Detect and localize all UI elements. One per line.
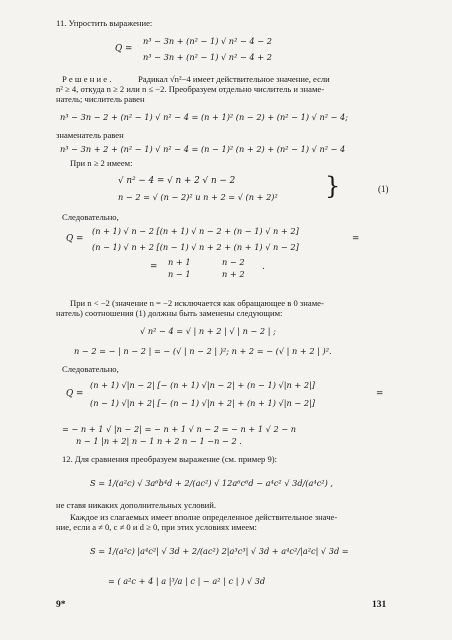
denominator-equation: n³ − 3n + 2 + (n² − 1) √ n² − 4 = (n − 1)² (n + 2) + (n² − 1) √ n² − 4 [60,144,346,154]
system-eq-1: √ n² − 4 = √ n + 2 √ n − 2 [118,176,236,186]
q2-lhs: = [150,262,158,272]
q4-line: = − n + 1 √ |n − 2| = − n + 1 √ n − 2 = − n + 1 √ 2 − n [62,424,297,434]
hence-label-1: Следовательно, [62,212,119,222]
system-eq-2: n − 2 = √ (n − 2)² и n + 2 = √ (n + 2)² [118,192,278,202]
equation-number-1: (1) [378,184,389,194]
q1-equals: = [352,234,360,244]
q-expression-numerator: n³ − 3n + (n² − 1) √ n² − 4 − 2 [143,36,272,46]
s-condition-line-2: ние, если a ≠ 0, c ≠ 0 и d ≥ 0, при этих условиях имеем: [56,522,257,532]
q2-radicand-num: n − 2 [222,257,245,267]
q3-numerator: (n + 1) √|n − 2| [− (n + 1) √|n − 2| + (n − 1) √|n + 2|] [90,380,315,390]
s-note: не ставя никаких дополнительных условий. [56,500,217,510]
q1-lhs: Q = [66,234,84,244]
s-condition-line-1: Каждое из слагаемых имеет вполне определенное действительное значе- [70,512,338,522]
problem-12-heading: 12. Для сравнения преобразуем выражение (см. пример 9): [62,454,278,464]
signature-mark: 9* [56,600,66,610]
q4-denominators: n − 1 |n + 2| n − 1 n + 2 n − 1 −n − 2 . [76,436,242,446]
q3-denominator: (n − 1) √|n + 2| [− (n − 1) √|n + 2| + (n + 1) √|n − 2|] [90,398,315,408]
negative-eq-1: √ n² − 4 = √ | n + 2 | √ | n − 2 | ; [140,326,276,336]
q2-period: . [262,262,265,272]
q3-lhs: Q = [66,389,84,399]
hence-label-2: Следовательно, [62,364,119,374]
page-number: 131 [372,600,387,610]
q2-radicand-den: n + 2 [222,269,245,279]
solution-line-1: Радикал √n²−4 имеет действительное значение, если [138,74,330,84]
case-n-ge-2-intro: При n ≥ 2 имеем: [70,158,133,168]
solution-line-3: натель; числитель равен [56,94,145,104]
solution-label: Решение. [62,74,114,84]
q-expression-lhs: Q = [115,44,133,54]
q1-numerator: (n + 1) √ n − 2 [(n + 1) √ n − 2 + (n − 1) √ n + 2] [92,226,299,236]
q-expression-denominator: n³ − 3n + (n² − 1) √ n² − 4 + 2 [143,52,272,62]
numerator-equation: n³ − 3n − 2 + (n² − 1) √ n² − 4 = (n + 1)² (n − 2) + (n² − 1) √ n² − 4; [60,112,349,122]
q2-numerator: n + 1 [168,257,191,267]
s-equation-2: = ( a²c + 4 | a |³/a | c | − a² | c | ) √ 3d [108,576,266,586]
q1-denominator: (n − 1) √ n + 2 [(n − 1) √ n + 2 + (n + 1) √ n − 2] [92,242,299,252]
negative-eq-2: n − 2 = − | n − 2 | = − (√ | n − 2 | )²; n + 2 = − (√ | n + 2 | )². [74,346,332,356]
s-equation-1: S = 1/(a²c) |a⁴c²| √ 3d + 2/(ac²) 2|a³c³| √ 3d + a⁴c²/|a²c| √ 3d = [90,546,349,556]
denominator-intro: знаменатель равен [56,130,124,140]
q3-equals: = [376,389,384,399]
negative-case-line-1: При n < −2 (значение n = −2 исключается как обращающее в 0 знаме- [70,298,324,308]
negative-case-line-2: натель) соотношения (1) должны быть заменены следующим: [56,308,283,318]
q2-denominator: n − 1 [168,269,191,279]
solution-line-2: n² ≥ 4, откуда n ≥ 2 или n ≤ −2. Преобразуем отдельно числитель и знаме- [56,84,325,94]
s-expression: S = 1/(a²c) √ 3a⁶b⁴d + 2/(ac²) √ 12a⁶c⁶d − a⁴c² √ 3d/(a⁴c²) , [90,478,333,488]
right-brace: } [325,172,341,200]
problem-11-heading: 11. Упростить выражение: [56,18,153,28]
